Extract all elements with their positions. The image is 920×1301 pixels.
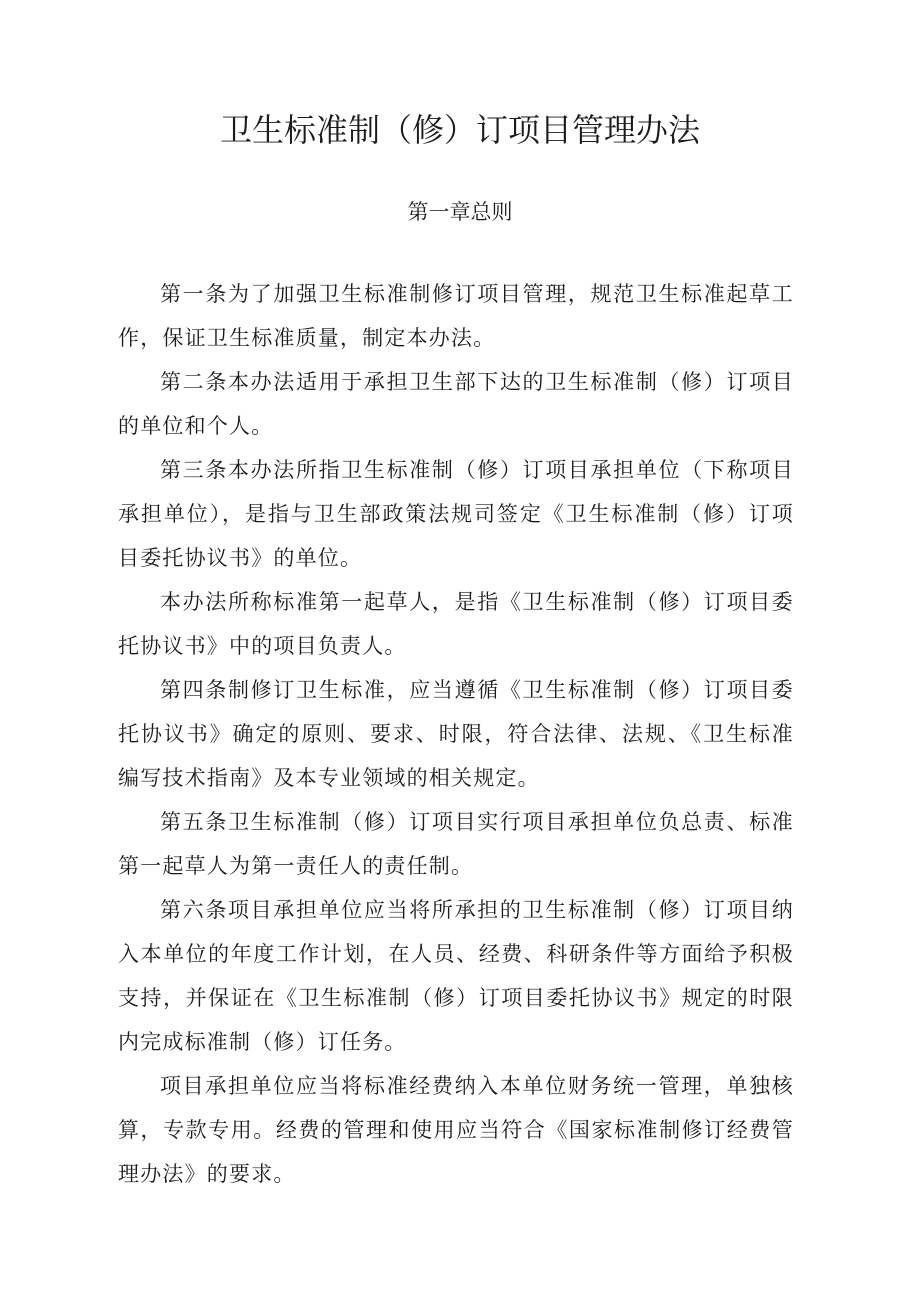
paragraph-article-3-supplement: 本办法所称标准第一起草人，是指《卫生标准制（修）订项目委托协议书》中的项目负责人。 [118,590,794,658]
paragraph-article-3: 第三条本办法所指卫生标准制（修）订项目承担单位（下称项目承担单位），是指与卫生部政策法规司签定《卫生标准制（修）订项目委托协议书》的单位。 [118,458,794,570]
paragraph-article-6: 第六条项目承担单位应当将所承担的卫生标准制（修）订项目纳入本单位的年度工作计划，在人员、经费、科研条件等方面给予积极支持，并保证在《卫生标准制（修）订项目委托协议书》规定的时限内完成标准制（修）订任务。 [118,898,794,1054]
document-body [118,272,794,1196]
paragraph-article-5: 第五条卫生标准制（修）订项目实行项目承担单位负总责、标准第一起草人为第一责任人的责任制。 [118,810,794,878]
document-title: 卫生标准制（修）订项目管理办法 [219,111,700,149]
paragraph-article-1: 第一条为了加强卫生标准制修订项目管理，规范卫生标准起草工作，保证卫生标准质量，制定本办法。 [118,282,794,350]
paragraph-article-6-supplement: 项目承担单位应当将标准经费纳入本单位财务统一管理，单独核算，专款专用。经费的管理和使用应当符合《国家标准制修订经费管理办法》的要求。 [118,1074,794,1186]
paragraph-article-4: 第四条制修订卫生标准，应当遵循《卫生标准制（修）订项目委托协议书》确定的原则、要求、时限，符合法律、法规、《卫生标准编写技术指南》及本专业领域的相关规定。 [118,678,794,790]
chapter-heading: 第一章总则 [407,200,513,224]
paragraph-article-2: 第二条本办法适用于承担卫生部下达的卫生标准制（修）订项目的单位和个人。 [118,370,794,438]
